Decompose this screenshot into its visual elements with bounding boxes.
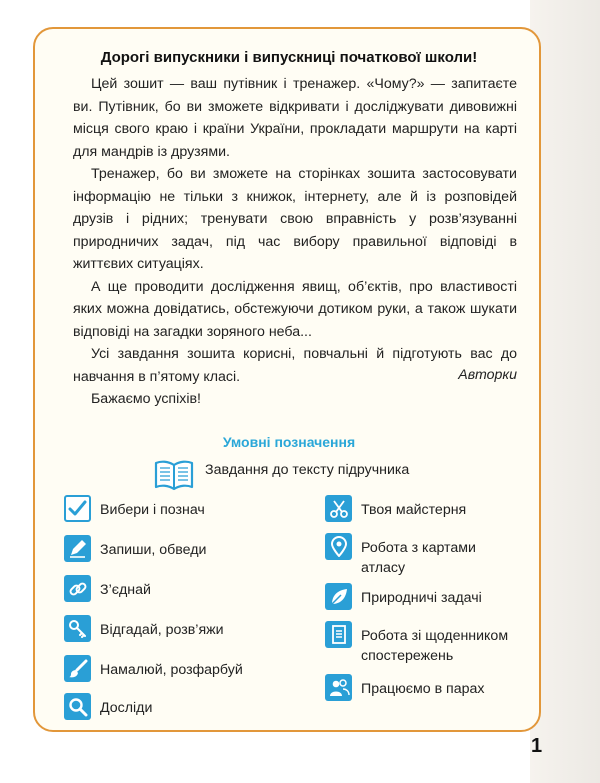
open-book-icon: [153, 457, 195, 491]
author-signature: Авторки: [458, 367, 517, 383]
pair-icon: [325, 674, 352, 701]
paragraph: Бажаємо успіхів!: [91, 391, 201, 407]
legend-item-label: Працюємо в парах: [361, 681, 485, 697]
paragraph: Тренажер, бо ви зможете на сторінках зошита застосовувати інформацію не тільки з книжок, інтернету, але й із розповідей друзів і рідних; тренувати свою вправність у розв’язуванні природничих задач, під час вибору правильної відповіді в життєвих ситуаціях.: [73, 166, 517, 272]
notebook-icon: [325, 621, 352, 648]
legend-textbook-label: Завдання до тексту підручника: [205, 462, 410, 478]
brush-icon: [64, 655, 91, 682]
scissors-icon: [325, 495, 352, 522]
legend-item-label: Природничі задачі: [361, 590, 482, 606]
paragraph: Усі завдання зошита корисні, повчальні й підготують вас до навчання в п’ятому класі.: [73, 346, 517, 385]
link-icon: [64, 575, 91, 602]
preface-title: Дорогі випускники і випускниці початкової школи!: [100, 49, 478, 66]
paragraph: А ще проводити дослідження явищ, об’єктів, про властивості яких можна довідатись, обстежуючи дотиком руки, а також шукати відповіді на загадки зоряного неба...: [73, 278, 517, 340]
legend-item-label: Намалюй, розфарбуй: [100, 662, 243, 678]
paragraph: Цей зошит — ваш путівник і тренажер. «Чому?» — запитаєте ви. Путівник, бо ви зможете відкривати і досліджувати дивовижні місця свого краю і країни України, прокладати маршрути на карті для мандрів із друзями.: [73, 76, 517, 160]
preface-text: [73, 73, 517, 411]
legend-title: Умовні позначення: [222, 434, 356, 450]
legend-item-label: Досліди: [100, 700, 153, 716]
key-icon: [64, 615, 91, 642]
pencil-icon: [64, 535, 91, 562]
legend-item-label: Відгадай, розв’яжи: [100, 622, 224, 638]
legend-item-label: Вибери і познач: [100, 502, 205, 518]
preface-frame: [33, 27, 541, 732]
legend-item-label: Робота зі щоденником спостережень: [361, 628, 509, 664]
legend-item-label: Твоя майстерня: [361, 502, 467, 518]
magnifier-icon: [64, 693, 91, 720]
legend-item-label: Запиши, обведи: [100, 542, 207, 558]
legend-item-label: Робота з картами атласу: [361, 540, 476, 576]
legend-item-label: З’єднай: [100, 582, 151, 598]
leaf-icon: [325, 583, 352, 610]
page-number: 1: [531, 735, 543, 757]
map-pin-icon: [325, 533, 352, 560]
checkbox-icon: [64, 495, 91, 522]
